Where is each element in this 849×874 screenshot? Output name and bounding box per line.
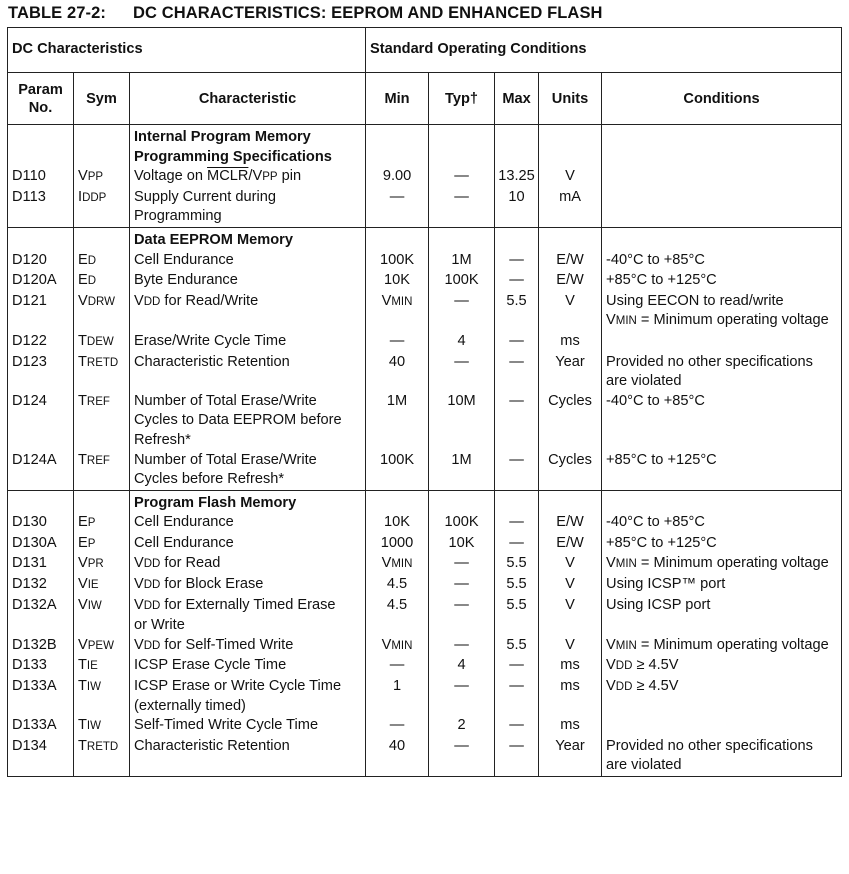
typ-cell: 100K bbox=[429, 513, 495, 534]
section-row bbox=[8, 227, 842, 250]
typ-cell: — bbox=[429, 677, 495, 716]
characteristic-cell-line: VDD for Self-Timed Write bbox=[134, 636, 294, 653]
header-standard-conditions: Standard Operating Conditions bbox=[366, 28, 842, 73]
typ-cell: — bbox=[429, 167, 495, 188]
conditions-cell bbox=[602, 513, 842, 534]
characteristic-cell-line: Erase/Write Cycle Time bbox=[134, 332, 287, 349]
characteristic-cell bbox=[130, 513, 366, 534]
units-cell: V bbox=[539, 596, 602, 636]
param-cell: D124A bbox=[8, 451, 74, 491]
max-cell: — bbox=[495, 392, 539, 451]
characteristic-cell bbox=[130, 292, 366, 332]
characteristic-cell bbox=[130, 251, 366, 272]
min-cell: 9.00 bbox=[366, 167, 429, 188]
conditions-cell bbox=[602, 451, 842, 491]
max-cell: — bbox=[495, 332, 539, 353]
param-cell: D133A bbox=[8, 677, 74, 716]
conditions-cell bbox=[602, 575, 842, 596]
conditions-cell bbox=[602, 636, 842, 657]
characteristic-cell-line: Programming bbox=[134, 208, 222, 225]
characteristic-cell-line: VDD for Read bbox=[134, 555, 221, 572]
conditions-cell-line: Provided no other specifications bbox=[606, 737, 813, 754]
section-empty-cell bbox=[495, 125, 539, 168]
table-row bbox=[8, 716, 842, 737]
section-row bbox=[8, 125, 842, 168]
units-cell: E/W bbox=[539, 251, 602, 272]
conditions-cell bbox=[602, 534, 842, 555]
characteristic-cell-line: Cell Endurance bbox=[134, 534, 234, 551]
characteristic-cell-line: Cell Endurance bbox=[134, 251, 234, 268]
conditions-cell-line: VDD ≥ 4.5V bbox=[606, 678, 679, 695]
characteristic-cell bbox=[130, 716, 366, 737]
conditions-cell-line: +85°C to +125°C bbox=[606, 534, 717, 551]
table-row bbox=[8, 677, 842, 716]
section-title-line: Programming Specifications bbox=[134, 148, 332, 165]
characteristic-cell-line: Cycles to Data EEPROM before bbox=[134, 412, 342, 429]
characteristic-cell-line: or Write bbox=[134, 617, 185, 634]
param-cell: D130 bbox=[8, 513, 74, 534]
param-cell: D120A bbox=[8, 271, 74, 292]
max-cell: — bbox=[495, 451, 539, 491]
characteristic-cell bbox=[130, 332, 366, 353]
units-cell: Year bbox=[539, 353, 602, 392]
section-row bbox=[8, 490, 842, 513]
typ-cell: 4 bbox=[429, 332, 495, 353]
min-cell: 4.5 bbox=[366, 596, 429, 636]
conditions-cell-line: +85°C to +125°C bbox=[606, 272, 717, 289]
symbol-cell: TREF bbox=[74, 451, 130, 491]
max-cell: — bbox=[495, 716, 539, 737]
typ-cell: — bbox=[429, 188, 495, 228]
characteristic-cell-line: ICSP Erase or Write Cycle Time bbox=[134, 678, 342, 695]
section-empty-cell bbox=[74, 490, 130, 513]
characteristic-cell bbox=[130, 353, 366, 392]
min-cell: — bbox=[366, 332, 429, 353]
conditions-cell-line: Provided no other specifications bbox=[606, 353, 813, 370]
units-cell: V bbox=[539, 167, 602, 188]
typ-cell: 1M bbox=[429, 251, 495, 272]
param-cell: D132 bbox=[8, 575, 74, 596]
conditions-cell-line: -40°C to +85°C bbox=[606, 392, 705, 409]
typ-cell: — bbox=[429, 353, 495, 392]
min-cell: — bbox=[366, 656, 429, 677]
conditions-cell bbox=[602, 677, 842, 716]
symbol-cell: TIW bbox=[74, 716, 130, 737]
units-cell: mA bbox=[539, 188, 602, 228]
min-cell: — bbox=[366, 188, 429, 228]
characteristic-cell-line: Number of Total Erase/Write bbox=[134, 451, 317, 468]
header-param-line1: Param bbox=[18, 81, 63, 98]
section-title bbox=[130, 227, 366, 250]
param-cell: D132B bbox=[8, 636, 74, 657]
min-cell: 100K bbox=[366, 451, 429, 491]
symbol-cell: IDDP bbox=[74, 188, 130, 228]
characteristic-cell-line: Refresh* bbox=[134, 431, 191, 448]
table-row bbox=[8, 292, 842, 332]
table-row bbox=[8, 332, 842, 353]
header-param-no bbox=[8, 73, 74, 125]
units-cell: E/W bbox=[539, 534, 602, 555]
symbol-cell: ED bbox=[74, 251, 130, 272]
section-title bbox=[130, 125, 366, 168]
section-empty-cell bbox=[539, 227, 602, 250]
conditions-cell bbox=[602, 596, 842, 636]
min-cell: VMIN bbox=[366, 292, 429, 332]
symbol-cell: TIW bbox=[74, 677, 130, 716]
param-cell: D110 bbox=[8, 167, 74, 188]
characteristic-cell bbox=[130, 575, 366, 596]
table-row bbox=[8, 737, 842, 777]
conditions-cell-line: -40°C to +85°C bbox=[606, 514, 705, 531]
characteristic-cell-line: Number of Total Erase/Write bbox=[134, 392, 317, 409]
section-empty-cell bbox=[495, 227, 539, 250]
units-cell: ms bbox=[539, 332, 602, 353]
units-cell: ms bbox=[539, 677, 602, 716]
symbol-cell: TREF bbox=[74, 392, 130, 451]
section-empty-cell bbox=[539, 490, 602, 513]
conditions-cell-line: +85°C to +125°C bbox=[606, 451, 717, 468]
units-cell: E/W bbox=[539, 513, 602, 534]
param-cell: D133 bbox=[8, 656, 74, 677]
conditions-cell-line: Using ICSP™ port bbox=[606, 576, 726, 593]
header-row-columns bbox=[8, 73, 842, 125]
conditions-cell bbox=[602, 251, 842, 272]
characteristic-cell bbox=[130, 392, 366, 451]
max-cell: — bbox=[495, 271, 539, 292]
units-cell: ms bbox=[539, 656, 602, 677]
conditions-cell-line: VDD ≥ 4.5V bbox=[606, 657, 679, 674]
symbol-cell: VIW bbox=[74, 596, 130, 636]
max-cell: 5.5 bbox=[495, 596, 539, 636]
characteristic-cell bbox=[130, 534, 366, 555]
min-cell: 40 bbox=[366, 737, 429, 777]
param-cell: D131 bbox=[8, 554, 74, 575]
characteristic-cell-line: Characteristic Retention bbox=[134, 353, 290, 370]
conditions-cell bbox=[602, 656, 842, 677]
typ-cell: — bbox=[429, 554, 495, 575]
units-cell: V bbox=[539, 554, 602, 575]
min-cell: 10K bbox=[366, 513, 429, 534]
section-title-line: Program Flash Memory bbox=[134, 494, 297, 511]
typ-cell: 10M bbox=[429, 392, 495, 451]
conditions-cell bbox=[602, 188, 842, 228]
conditions-cell bbox=[602, 716, 842, 737]
characteristic-cell-line: ICSP Erase Cycle Time bbox=[134, 657, 287, 674]
param-cell: D133A bbox=[8, 716, 74, 737]
characteristic-cell-line: Byte Endurance bbox=[134, 272, 238, 289]
table-row bbox=[8, 636, 842, 657]
conditions-cell bbox=[602, 554, 842, 575]
symbol-cell: VPP bbox=[74, 167, 130, 188]
typ-cell: — bbox=[429, 596, 495, 636]
characteristic-cell bbox=[130, 596, 366, 636]
conditions-cell-line: -40°C to +85°C bbox=[606, 251, 705, 268]
max-cell: — bbox=[495, 677, 539, 716]
typ-cell: 2 bbox=[429, 716, 495, 737]
conditions-cell-line: VMIN = Minimum operating voltage bbox=[606, 312, 829, 329]
table-row bbox=[8, 534, 842, 555]
symbol-cell: VDRW bbox=[74, 292, 130, 332]
section-empty-cell bbox=[366, 490, 429, 513]
symbol-cell: TRETD bbox=[74, 737, 130, 777]
table-row bbox=[8, 596, 842, 636]
min-cell: 1 bbox=[366, 677, 429, 716]
max-cell: 5.5 bbox=[495, 636, 539, 657]
units-cell: V bbox=[539, 575, 602, 596]
conditions-cell-line: Using ICSP port bbox=[606, 596, 711, 613]
min-cell: 100K bbox=[366, 251, 429, 272]
section-empty-cell bbox=[429, 227, 495, 250]
symbol-cell: VPEW bbox=[74, 636, 130, 657]
typ-cell: — bbox=[429, 636, 495, 657]
table-row bbox=[8, 167, 842, 188]
table-row bbox=[8, 513, 842, 534]
section-empty-cell bbox=[539, 125, 602, 168]
units-cell: V bbox=[539, 292, 602, 332]
conditions-cell-line: VMIN = Minimum operating voltage bbox=[606, 555, 829, 572]
param-cell: D122 bbox=[8, 332, 74, 353]
symbol-cell: EP bbox=[74, 534, 130, 555]
min-cell: 40 bbox=[366, 353, 429, 392]
characteristic-cell bbox=[130, 656, 366, 677]
param-cell: D123 bbox=[8, 353, 74, 392]
characteristic-cell bbox=[130, 554, 366, 575]
characteristic-cell-line: Cell Endurance bbox=[134, 514, 234, 531]
header-sym: Sym bbox=[74, 73, 130, 125]
conditions-cell bbox=[602, 167, 842, 188]
units-cell: ms bbox=[539, 716, 602, 737]
section-empty-cell bbox=[602, 125, 842, 168]
table-row bbox=[8, 451, 842, 491]
min-cell: — bbox=[366, 716, 429, 737]
typ-cell: — bbox=[429, 737, 495, 777]
min-cell: VMIN bbox=[366, 636, 429, 657]
characteristic-cell-line: VDD for Externally Timed Erase bbox=[134, 596, 336, 613]
characteristic-cell bbox=[130, 167, 366, 188]
characteristic-cell bbox=[130, 677, 366, 716]
table-number: TABLE 27-2: bbox=[8, 4, 106, 22]
section-empty-cell bbox=[429, 125, 495, 168]
units-cell: V bbox=[539, 636, 602, 657]
symbol-cell: EP bbox=[74, 513, 130, 534]
header-typ: Typ† bbox=[429, 73, 495, 125]
section-empty-cell bbox=[366, 125, 429, 168]
conditions-cell bbox=[602, 332, 842, 353]
characteristic-cell bbox=[130, 271, 366, 292]
min-cell: 1M bbox=[366, 392, 429, 451]
header-units: Units bbox=[539, 73, 602, 125]
table-row bbox=[8, 656, 842, 677]
max-cell: 5.5 bbox=[495, 575, 539, 596]
param-cell: D134 bbox=[8, 737, 74, 777]
characteristic-cell-line: Cycles before Refresh* bbox=[134, 471, 285, 488]
table-row bbox=[8, 188, 842, 228]
max-cell: — bbox=[495, 737, 539, 777]
max-cell: — bbox=[495, 656, 539, 677]
units-cell: Year bbox=[539, 737, 602, 777]
section-empty-cell bbox=[602, 490, 842, 513]
typ-cell: — bbox=[429, 575, 495, 596]
max-cell: — bbox=[495, 534, 539, 555]
characteristic-cell-line: (externally timed) bbox=[134, 697, 246, 714]
conditions-cell bbox=[602, 737, 842, 777]
typ-cell: — bbox=[429, 292, 495, 332]
conditions-cell-line: are violated bbox=[606, 757, 682, 774]
max-cell: — bbox=[495, 353, 539, 392]
table-row bbox=[8, 554, 842, 575]
header-dc-characteristics: DC Characteristics bbox=[8, 28, 366, 73]
section-empty-cell bbox=[74, 125, 130, 168]
section-title-line: Data EEPROM Memory bbox=[134, 231, 293, 248]
units-cell: Cycles bbox=[539, 451, 602, 491]
param-cell: D132A bbox=[8, 596, 74, 636]
param-cell: D130A bbox=[8, 534, 74, 555]
characteristic-cell bbox=[130, 636, 366, 657]
table-row bbox=[8, 392, 842, 451]
table-title-text: DC CHARACTERISTICS: EEPROM AND ENHANCED FLASH bbox=[133, 4, 603, 22]
max-cell: 5.5 bbox=[495, 292, 539, 332]
characteristic-cell bbox=[130, 737, 366, 777]
header-conditions: Conditions bbox=[602, 73, 842, 125]
max-cell: 13.25 bbox=[495, 167, 539, 188]
characteristic-cell-line: VDD for Read/Write bbox=[134, 292, 259, 309]
section-empty-cell bbox=[8, 125, 74, 168]
section-empty-cell bbox=[429, 490, 495, 513]
min-cell: 4.5 bbox=[366, 575, 429, 596]
conditions-cell bbox=[602, 292, 842, 332]
header-param-line2: No. bbox=[28, 99, 53, 116]
max-cell: 10 bbox=[495, 188, 539, 228]
units-cell: E/W bbox=[539, 271, 602, 292]
conditions-cell bbox=[602, 353, 842, 392]
table-row bbox=[8, 271, 842, 292]
min-cell: 10K bbox=[366, 271, 429, 292]
section-empty-cell bbox=[366, 227, 429, 250]
symbol-cell: VPR bbox=[74, 554, 130, 575]
conditions-cell bbox=[602, 392, 842, 451]
characteristic-cell bbox=[130, 188, 366, 228]
table-title bbox=[8, 4, 603, 23]
section-empty-cell bbox=[602, 227, 842, 250]
section-empty-cell bbox=[495, 490, 539, 513]
characteristic-cell bbox=[130, 451, 366, 491]
param-cell: D120 bbox=[8, 251, 74, 272]
symbol-cell: TDEW bbox=[74, 332, 130, 353]
table-row bbox=[8, 575, 842, 596]
section-empty-cell bbox=[8, 490, 74, 513]
section-title bbox=[130, 490, 366, 513]
symbol-cell: TIE bbox=[74, 656, 130, 677]
param-cell: D124 bbox=[8, 392, 74, 451]
typ-cell: 4 bbox=[429, 656, 495, 677]
symbol-cell: TRETD bbox=[74, 353, 130, 392]
conditions-cell-line: Using EECON to read/write bbox=[606, 292, 784, 309]
dc-characteristics-table bbox=[7, 27, 842, 777]
header-row-top bbox=[8, 28, 842, 73]
param-cell: D121 bbox=[8, 292, 74, 332]
characteristic-cell-line: VDD for Block Erase bbox=[134, 576, 264, 593]
typ-cell: 10K bbox=[429, 534, 495, 555]
table-row bbox=[8, 353, 842, 392]
param-cell: D113 bbox=[8, 188, 74, 228]
symbol-cell: ED bbox=[74, 271, 130, 292]
typ-cell: 100K bbox=[429, 271, 495, 292]
section-empty-cell bbox=[8, 227, 74, 250]
characteristic-cell-line: Supply Current during bbox=[134, 188, 276, 205]
section-title-line: Internal Program Memory bbox=[134, 129, 311, 145]
conditions-cell-line: are violated bbox=[606, 373, 682, 390]
table-row bbox=[8, 251, 842, 272]
symbol-cell: VIE bbox=[74, 575, 130, 596]
characteristic-cell-line: Voltage on MCLR/VPP pin bbox=[134, 168, 302, 185]
conditions-cell bbox=[602, 271, 842, 292]
header-characteristic: Characteristic bbox=[130, 73, 366, 125]
min-cell: 1000 bbox=[366, 534, 429, 555]
max-cell: 5.5 bbox=[495, 554, 539, 575]
characteristic-cell-line: Characteristic Retention bbox=[134, 737, 290, 754]
header-max: Max bbox=[495, 73, 539, 125]
max-cell: — bbox=[495, 513, 539, 534]
header-min: Min bbox=[366, 73, 429, 125]
conditions-cell-line: VMIN = Minimum operating voltage bbox=[606, 636, 829, 653]
characteristic-cell-line: Self-Timed Write Cycle Time bbox=[134, 717, 319, 734]
units-cell: Cycles bbox=[539, 392, 602, 451]
max-cell: — bbox=[495, 251, 539, 272]
typ-cell: 1M bbox=[429, 451, 495, 491]
section-empty-cell bbox=[74, 227, 130, 250]
min-cell: VMIN bbox=[366, 554, 429, 575]
